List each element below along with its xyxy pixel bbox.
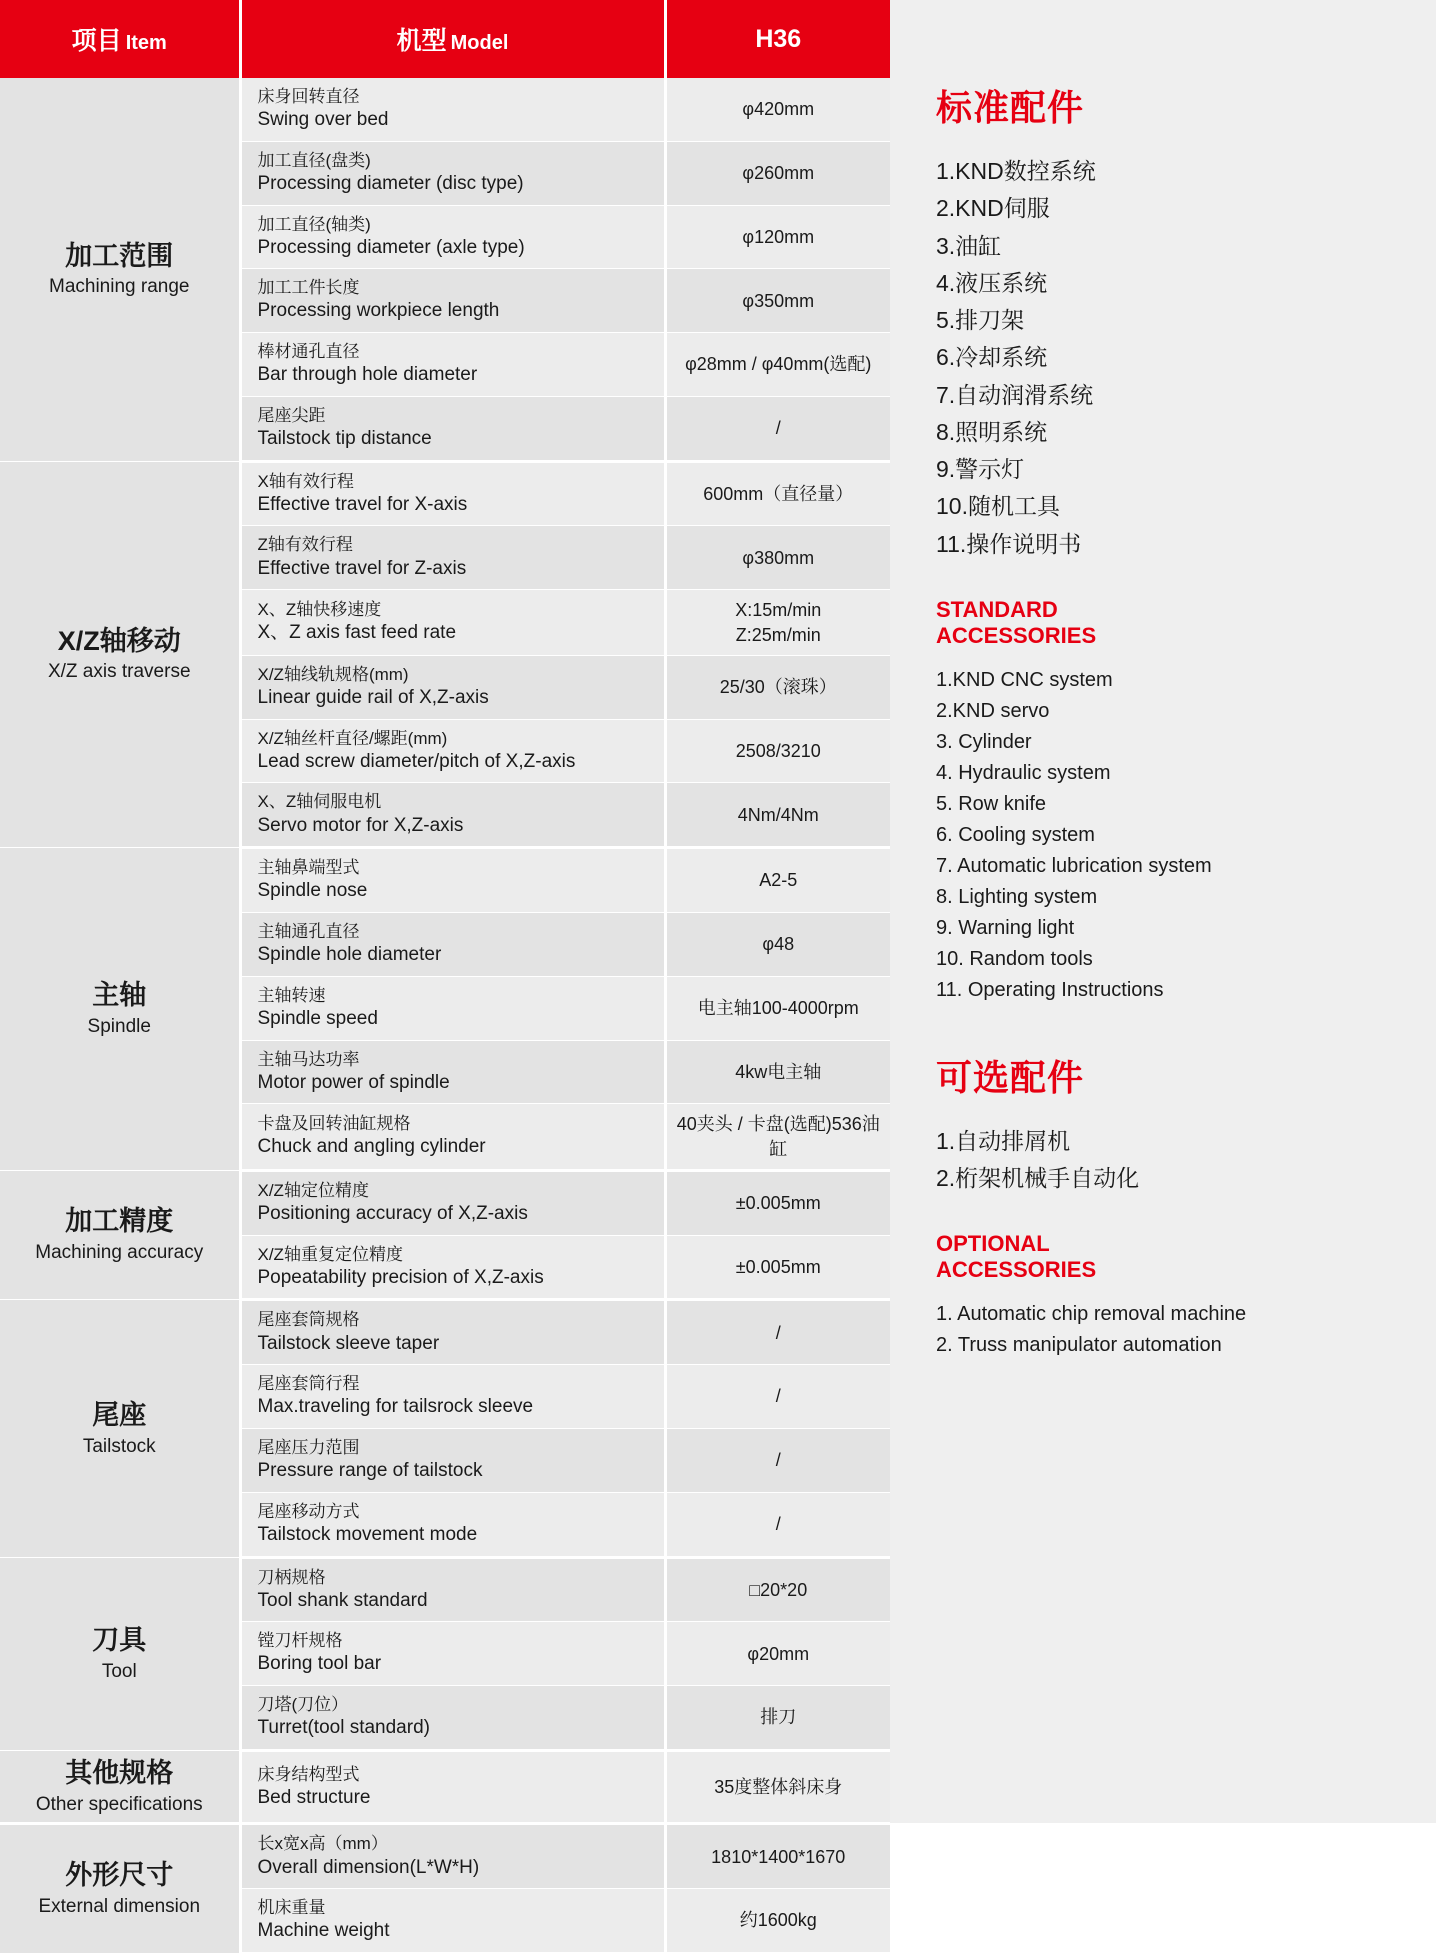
accessory-item: 1.KND数控系统 xyxy=(936,158,1096,184)
item-label-cn: 棒材通孔直径 xyxy=(257,342,360,362)
value-line: / xyxy=(775,1450,781,1471)
header-model-value: H36 xyxy=(665,0,890,78)
item-cell xyxy=(240,1492,665,1557)
accessory-item: 8. Lighting system xyxy=(936,885,1098,908)
table-row xyxy=(0,1824,890,1889)
item-label-en: Tailstock movement mode xyxy=(257,1523,478,1545)
item-label-en: Bed structure xyxy=(257,1786,371,1808)
item-cell xyxy=(240,1365,665,1429)
item-cell xyxy=(240,205,665,269)
item-label-cn: 主轴鼻端型式 xyxy=(257,858,360,878)
accessory-item: 2.桁架机械手自动化 xyxy=(936,1164,1140,1191)
accessory-item: 9.警示灯 xyxy=(936,456,1025,482)
table-row xyxy=(0,78,890,141)
value-line: 排刀 xyxy=(760,1707,797,1728)
item-label-en: Processing diameter (axle type) xyxy=(257,236,525,258)
table-header xyxy=(0,0,890,78)
item-label-cn: 加工直径(盘类) xyxy=(257,150,371,170)
accessory-item: 3.油缸 xyxy=(936,232,1002,259)
value-line: 4kw电主轴 xyxy=(735,1061,822,1082)
item-label-cn: X轴有效行程 xyxy=(257,471,354,491)
group-cell xyxy=(0,1170,240,1300)
table-row xyxy=(0,1750,890,1824)
item-label-cn: 主轴转速 xyxy=(257,985,326,1005)
item-label-cn: 机床重量 xyxy=(257,1898,326,1918)
value-line: 2508/3210 xyxy=(735,740,821,761)
item-label-en: Popeatability precision of X,Z-axis xyxy=(257,1266,544,1288)
value-line: / xyxy=(775,1322,781,1343)
item-cell xyxy=(240,590,665,656)
item-cell xyxy=(240,1686,665,1751)
optional-accessories-title-cn: 可选配件 xyxy=(936,1056,1085,1098)
value-cell xyxy=(665,1429,890,1493)
value-line: / xyxy=(775,1386,781,1407)
item-cell xyxy=(240,78,665,141)
item-label-en: Bar through hole diameter xyxy=(257,364,478,386)
value-cell xyxy=(665,333,890,397)
item-label-en: Positioning accuracy of X,Z-axis xyxy=(257,1203,528,1224)
value-line: φ120mm xyxy=(742,226,815,247)
item-cell xyxy=(240,526,665,590)
value-line: ±0.005mm xyxy=(735,1256,821,1277)
accessory-item: 9. Warning light xyxy=(936,916,1075,939)
item-cell xyxy=(240,461,665,526)
item-label-cn: 长x宽x高（mm） xyxy=(257,1834,388,1854)
item-label-cn: 尾座移动方式 xyxy=(257,1501,360,1521)
item-label-en: Chuck and angling cylinder xyxy=(257,1136,486,1158)
item-cell xyxy=(240,396,665,461)
standard-accessories-title-en: STANDARD ACCESSORIES xyxy=(936,596,1097,648)
item-label-cn: 刀柄规格 xyxy=(257,1567,326,1587)
value-cell xyxy=(665,269,890,333)
group-cell xyxy=(0,1750,240,1824)
item-label-en: Tool shank standard xyxy=(257,1589,428,1611)
value-line: 600mm（直径量） xyxy=(703,483,854,504)
group-label-en: Tool xyxy=(101,1660,137,1682)
value-cell xyxy=(665,1686,890,1751)
item-label-en: Spindle hole diameter xyxy=(257,944,442,966)
panel-divider xyxy=(936,1006,1400,1050)
item-label-en: Motor power of spindle xyxy=(257,1071,450,1093)
group-label-cn: 加工精度 xyxy=(65,1206,174,1237)
group-label-en: Spindle xyxy=(87,1016,151,1038)
header-model xyxy=(240,0,665,78)
group-label-en: External dimension xyxy=(38,1896,201,1918)
value-line: 25/30（滚珠） xyxy=(719,677,837,698)
value-cell xyxy=(665,1622,890,1686)
item-label-en: Processing diameter (disc type) xyxy=(257,172,524,194)
value-cell xyxy=(665,1824,890,1889)
group-cell xyxy=(0,848,240,1171)
value-cell xyxy=(665,1492,890,1557)
group-label-cn: 加工范围 xyxy=(65,240,174,271)
item-label-cn: 加工直径(轴类) xyxy=(257,214,371,234)
accessory-item: 5.排刀架 xyxy=(936,307,1025,333)
accessory-item: 7. Automatic lubrication system xyxy=(936,854,1212,877)
item-label-cn: 主轴马达功率 xyxy=(257,1049,360,1069)
accessory-item: 5. Row knife xyxy=(936,792,1047,815)
item-cell xyxy=(240,719,665,783)
item-label-cn: X、Z轴伺服电机 xyxy=(257,792,382,812)
accessory-item: 1.KND CNC system xyxy=(936,668,1113,691)
item-label-en: Overall dimension(L*W*H) xyxy=(257,1856,480,1878)
item-label-en: Turret(tool standard) xyxy=(257,1717,430,1739)
item-cell xyxy=(240,1889,665,1954)
value-line: 电主轴100-4000rpm xyxy=(697,997,859,1018)
value-line: φ420mm xyxy=(742,99,815,120)
value-cell xyxy=(665,1889,890,1954)
item-cell xyxy=(240,1235,665,1300)
item-label-en: Effective travel for X-axis xyxy=(257,493,468,515)
accessory-item: 10.随机工具 xyxy=(936,493,1060,520)
item-cell xyxy=(240,848,665,913)
item-label-en: Swing over bed xyxy=(257,109,389,131)
item-label-cn: 尾座套筒行程 xyxy=(257,1374,360,1394)
header-model-en: Model xyxy=(450,32,509,54)
item-cell xyxy=(240,1622,665,1686)
accessory-item: 1. Automatic chip removal machine xyxy=(936,1303,1247,1326)
header-item xyxy=(0,0,240,78)
value-cell xyxy=(665,1170,890,1235)
group-cell xyxy=(0,1824,240,1954)
item-label-cn: 卡盘及回转油缸规格 xyxy=(257,1114,411,1134)
value-cell xyxy=(665,396,890,461)
group-label-cn: 尾座 xyxy=(92,1399,147,1430)
value-line: / xyxy=(775,418,781,439)
item-cell xyxy=(240,1104,665,1171)
table-row xyxy=(0,848,890,913)
group-cell xyxy=(0,461,240,848)
item-cell xyxy=(240,1170,665,1235)
item-cell xyxy=(240,1040,665,1104)
optional-accessories-list-cn xyxy=(936,1123,1400,1198)
value-cell xyxy=(665,1040,890,1104)
value-line: φ28mm / φ40mm(选配) xyxy=(685,354,872,375)
item-label-cn: 加工工件长度 xyxy=(257,278,360,298)
accessory-item: 1.自动排屑机 xyxy=(936,1127,1071,1154)
table-row xyxy=(0,1557,890,1622)
item-cell xyxy=(240,783,665,848)
item-label-cn: 镗刀杆规格 xyxy=(257,1631,343,1651)
group-label-en: X/Z axis traverse xyxy=(47,661,191,683)
group-label-en: Tailstock xyxy=(82,1435,156,1457)
standard-accessories-title-cn: 标准配件 xyxy=(936,87,1085,128)
value-cell xyxy=(665,783,890,848)
value-line: 1810*1400*1670 xyxy=(711,1846,846,1867)
table-row xyxy=(0,461,890,526)
value-line: □20*20 xyxy=(749,1579,808,1600)
item-label-en: Linear guide rail of X,Z-axis xyxy=(257,686,489,708)
value-cell xyxy=(665,78,890,141)
value-line: A2-5 xyxy=(759,870,798,891)
group-label-en: Machining range xyxy=(49,276,190,298)
item-cell xyxy=(240,269,665,333)
value-cell xyxy=(665,848,890,913)
value-line: 4Nm/4Nm xyxy=(737,804,819,825)
accessory-item: 11.操作说明书 xyxy=(936,530,1082,557)
item-label-en: Tailstock tip distance xyxy=(257,428,432,449)
value-cell xyxy=(665,1104,890,1171)
group-label-cn: 其他规格 xyxy=(65,1757,174,1788)
accessory-item: 2.KND伺服 xyxy=(936,195,1050,222)
item-label-en: Pressure range of tailstock xyxy=(257,1460,483,1482)
item-label-cn: Z轴有效行程 xyxy=(257,535,353,555)
item-cell xyxy=(240,333,665,397)
table-row xyxy=(0,1170,890,1235)
item-label-en: Processing workpiece length xyxy=(257,300,500,322)
value-line: / xyxy=(775,1514,781,1535)
value-line: φ48 xyxy=(762,934,795,955)
value-line: φ380mm xyxy=(742,547,815,568)
item-label-en: Tailstock sleeve taper xyxy=(257,1332,440,1354)
item-label-cn: 尾座尖距 xyxy=(257,405,326,425)
item-cell xyxy=(240,1429,665,1493)
optional-accessories-title-en: OPTIONAL ACCESSORIES xyxy=(936,1231,1097,1283)
header-item-cn: 项目 xyxy=(71,27,122,55)
group-label-cn: X/Z轴移动 xyxy=(57,625,181,656)
item-label-cn: 尾座套筒规格 xyxy=(257,1310,360,1330)
group-cell xyxy=(0,1557,240,1750)
group-label-en: Machining accuracy xyxy=(35,1242,204,1264)
group-cell xyxy=(0,78,240,461)
accessory-item: 11. Operating Instructions xyxy=(936,978,1164,1001)
header-item-en: Item xyxy=(125,32,167,54)
item-label-en: Servo motor for X,Z-axis xyxy=(257,814,464,836)
item-label-cn: X/Z轴重复定位精度 xyxy=(257,1244,403,1264)
item-label-en: Boring tool bar xyxy=(257,1653,382,1675)
accessory-item: 3. Cylinder xyxy=(936,730,1032,753)
item-cell xyxy=(240,141,665,205)
item-label-cn: 床身回转直径 xyxy=(257,87,360,106)
item-label-cn: 床身结构型式 xyxy=(257,1764,360,1784)
item-cell xyxy=(240,1750,665,1824)
item-label-en: Machine weight xyxy=(257,1920,390,1942)
value-line: X:15m/min xyxy=(735,600,822,621)
value-cell xyxy=(665,141,890,205)
group-label-cn: 主轴 xyxy=(92,980,147,1011)
item-label-cn: 尾座压力范围 xyxy=(257,1438,360,1458)
item-label-en: X、Z axis fast feed rate xyxy=(257,622,457,644)
value-line: φ350mm xyxy=(742,290,815,311)
item-label-cn: X/Z轴定位精度 xyxy=(257,1180,369,1200)
item-label-cn: X/Z轴线轨规格(mm) xyxy=(257,664,409,684)
value-line: ±0.005mm xyxy=(735,1193,821,1214)
accessory-item: 4.液压系统 xyxy=(936,269,1048,296)
value-cell xyxy=(665,1557,890,1622)
accessory-item: 4. Hydraulic system xyxy=(936,761,1111,784)
value-line: 40夹头 / 卡盘(选配)536油缸 xyxy=(676,1114,880,1159)
value-cell xyxy=(665,1365,890,1429)
optional-accessories-list-en xyxy=(936,1299,1400,1361)
table-body xyxy=(0,78,890,1954)
accessory-item: 7.自动润滑系统 xyxy=(936,381,1094,408)
accessory-item: 6. Cooling system xyxy=(936,823,1095,846)
accessory-item: 2.KND servo xyxy=(936,699,1050,722)
item-cell xyxy=(240,1824,665,1889)
item-label-cn: 主轴通孔直径 xyxy=(257,921,360,941)
item-label-cn: X、Z轴快移速度 xyxy=(257,600,382,620)
value-cell xyxy=(665,205,890,269)
value-cell xyxy=(665,912,890,976)
group-label-cn: 刀具 xyxy=(92,1625,147,1656)
item-label-en: Spindle speed xyxy=(257,1007,378,1029)
value-cell xyxy=(665,590,890,656)
standard-accessories-list-en xyxy=(936,665,1400,1006)
value-cell xyxy=(665,1750,890,1824)
value-cell xyxy=(665,655,890,719)
value-line: 35度整体斜床身 xyxy=(714,1777,843,1798)
accessory-item: 2. Truss manipulator automation xyxy=(936,1334,1222,1357)
item-label-cn: X/Z轴丝杆直径/螺距(mm) xyxy=(257,728,448,748)
accessory-item: 6.冷却系统 xyxy=(936,344,1048,371)
group-label-en: Other specifications xyxy=(35,1793,203,1815)
item-cell xyxy=(240,1300,665,1365)
value-cell xyxy=(665,1235,890,1300)
value-line: Z:25m/min xyxy=(735,624,821,645)
value-line: φ260mm xyxy=(742,163,815,184)
accessories-panel xyxy=(890,0,1436,1823)
header-model-cn: 机型 xyxy=(396,27,447,55)
item-label-en: Max.traveling for tailsrock sleeve xyxy=(257,1396,534,1418)
value-line: φ20mm xyxy=(747,1643,810,1664)
accessory-item: 10. Random tools xyxy=(936,947,1093,970)
group-label-cn: 外形尺寸 xyxy=(65,1860,174,1891)
item-label-en: Spindle nose xyxy=(257,880,368,902)
item-label-cn: 刀塔(刀位） xyxy=(257,1695,349,1715)
item-cell xyxy=(240,912,665,976)
value-cell xyxy=(665,1300,890,1365)
standard-accessories-list-cn xyxy=(936,153,1400,563)
item-cell xyxy=(240,655,665,719)
value-cell xyxy=(665,719,890,783)
accessory-item: 8.照明系统 xyxy=(936,418,1048,445)
value-cell xyxy=(665,526,890,590)
group-cell xyxy=(0,1300,240,1557)
item-cell xyxy=(240,1557,665,1622)
table-row xyxy=(0,1300,890,1365)
item-cell xyxy=(240,976,665,1040)
value-line: 约1600kg xyxy=(739,1910,817,1931)
value-cell xyxy=(665,461,890,526)
value-cell xyxy=(665,976,890,1040)
item-label-en: Effective travel for Z-axis xyxy=(257,557,467,579)
item-label-en: Lead screw diameter/pitch of X,Z-axis xyxy=(257,750,576,772)
